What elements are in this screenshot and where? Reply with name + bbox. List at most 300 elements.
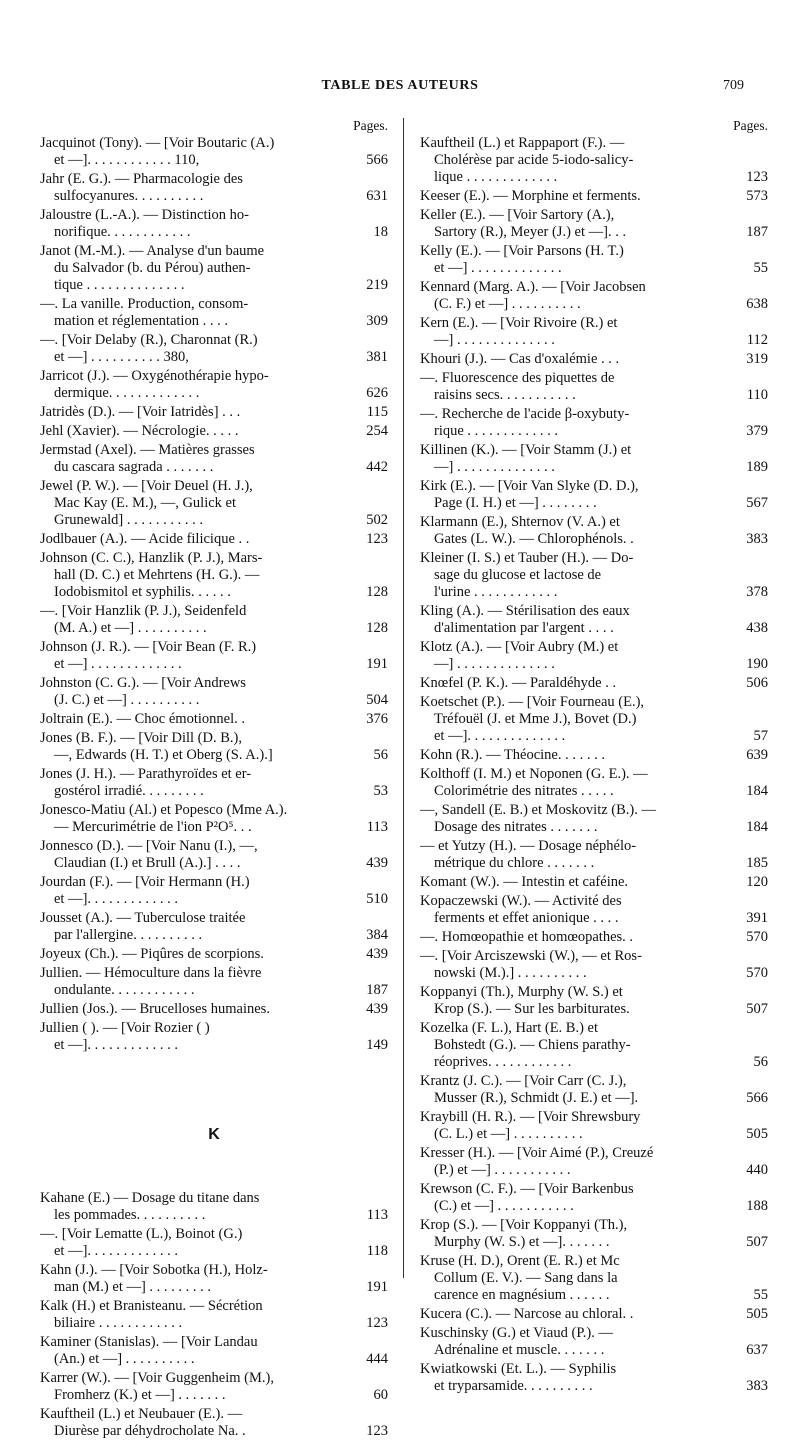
index-entry [40, 531, 388, 548]
entry-text: réoprives. . . . . . . . . . . . [434, 1054, 572, 1070]
page-reference [357, 965, 388, 982]
entry-text: l'urine . . . . . . . . . . . . [434, 584, 558, 600]
entry-line [420, 1198, 768, 1215]
page-reference: 53 [373, 783, 388, 799]
page-reference [357, 171, 388, 188]
index-entry [420, 514, 768, 548]
entry-text: —] . . . . . . . . . . . . . . [434, 332, 555, 348]
page-reference [737, 948, 768, 965]
page-reference [357, 1370, 388, 1387]
left-column [40, 116, 388, 1442]
entry-text: Johnson (C. C.), Hanzlik (P. J.), Mars- [40, 550, 263, 566]
page-reference [357, 1226, 388, 1243]
entry-text: Jullien. — Hémoculture dans la fièvre [40, 965, 262, 981]
index-entry [420, 929, 768, 946]
entry-line [420, 620, 768, 637]
entry-text: par l'allergine. . . . . . . . . . [54, 927, 203, 943]
entry-text: Jousset (A.). — Tuberculose traitée [40, 910, 246, 926]
entry-line [40, 296, 388, 313]
entry-line [40, 1387, 388, 1404]
entry-text: Krop (S.). — Sur les barbiturates. [434, 1001, 630, 1017]
entry-text: Koetschet (P.). — [Voir Fourneau (E.), [420, 694, 645, 710]
page-reference: 381 [366, 349, 388, 365]
entry-line [420, 929, 768, 946]
entry-text: — et Yutzy (H.). — Dosage néphélo- [420, 838, 637, 854]
entry-text: d'alimentation par l'argent . . . . [434, 620, 614, 636]
entry-line [420, 1145, 768, 1162]
page-reference: 118 [366, 1243, 388, 1259]
index-entry [40, 332, 388, 366]
page-reference [737, 711, 768, 728]
page-reference: 309 [366, 313, 388, 329]
page-reference: 507 [746, 1001, 768, 1017]
page-reference: 184 [746, 819, 768, 835]
entry-line [420, 1090, 768, 1107]
entry-text: Kresser (H.). — [Voir Aimé (P.), Creuzé [420, 1145, 654, 1161]
page-reference: 219 [366, 277, 388, 293]
entry-text: et —] . . . . . . . . . . . . . [54, 656, 182, 672]
entry-line [420, 1270, 768, 1287]
page-reference: 55 [753, 1287, 768, 1303]
entry-line [420, 639, 768, 656]
entry-line [40, 1226, 388, 1243]
page-reference: 190 [746, 656, 768, 672]
index-entry [420, 351, 768, 368]
page-reference [737, 478, 768, 495]
entry-text: tique . . . . . . . . . . . . . . [54, 277, 185, 293]
entry-text: sage du glucose et lactose de [434, 567, 602, 583]
index-entry [420, 550, 768, 601]
entry-line [420, 152, 768, 169]
page-reference: 128 [366, 584, 388, 600]
page-reference [737, 315, 768, 332]
page-reference: 439 [366, 946, 388, 962]
running-title: TABLE DES AUTEURS [321, 78, 479, 93]
entry-line [40, 152, 388, 169]
entry-text: Knœfel (P. K.). — Paraldéhyde . . [420, 675, 617, 691]
page-reference [357, 296, 388, 313]
page-reference: 56 [753, 1054, 768, 1070]
entry-text: Kopaczewski (W.). — Activité des [420, 893, 622, 909]
entry-line [40, 512, 388, 529]
entry-line [40, 188, 388, 205]
index-entry [420, 1217, 768, 1251]
index-entry [420, 1325, 768, 1359]
entry-text: Iodobismitol et syphilis. . . . . . [54, 584, 231, 600]
entry-text: Kelly (E.). — [Voir Parsons (H. T.) [420, 243, 624, 259]
entry-line [40, 1315, 388, 1332]
page-reference [737, 279, 768, 296]
entry-text: (C. F.) et —] . . . . . . . . . . [434, 296, 581, 312]
entry-text: Kling (A.). — Stérilisation des eaux [420, 603, 630, 619]
index-entry [420, 279, 768, 313]
entry-text: et —]. . . . . . . . . . . . . [54, 1243, 179, 1259]
entry-line [40, 783, 388, 800]
entry-text: Jarricot (J.). — Oxygénothérapie hypo- [40, 368, 269, 384]
entry-line [420, 1073, 768, 1090]
page-reference: 505 [746, 1126, 768, 1142]
entry-text: rique . . . . . . . . . . . . . [434, 423, 559, 439]
entry-line [40, 711, 388, 728]
page-reference [737, 406, 768, 423]
entry-text: mation et réglementation . . . . [54, 313, 228, 329]
page-reference: 383 [746, 1378, 768, 1394]
entry-line [40, 1334, 388, 1351]
page-reference [737, 1253, 768, 1270]
entry-text: biliaire . . . . . . . . . . . . [54, 1315, 183, 1331]
page-reference [737, 694, 768, 711]
entry-line [40, 423, 388, 440]
entry-line [420, 747, 768, 764]
page-reference [737, 442, 768, 459]
entry-text: du cascara sagrada . . . . . . . [54, 459, 214, 475]
entry-text: —. Homœopathie et homœopathes. . [420, 929, 634, 945]
page-number: 709 [723, 78, 744, 93]
page-reference [737, 603, 768, 620]
page-reference: 187 [366, 982, 388, 998]
entry-line [40, 478, 388, 495]
index-entry [40, 946, 388, 963]
entry-text: —, Sandell (E. B.) et Moskovitz (B.). — [420, 802, 657, 818]
index-entry [40, 550, 388, 601]
entry-line [420, 783, 768, 800]
entry-line [420, 1037, 768, 1054]
page-reference [357, 550, 388, 567]
entry-text: —. La vanille. Production, consom- [40, 296, 249, 312]
entry-text: Jahr (E. G.). — Pharmacologie des [40, 171, 243, 187]
entry-line [40, 982, 388, 999]
index-entry [40, 207, 388, 241]
entry-text: Musser (R.), Schmidt (J. E.) et —]. [434, 1090, 639, 1106]
page-reference [737, 639, 768, 656]
entry-text: et —] . . . . . . . . . . . . . [434, 260, 562, 276]
page-reference [737, 1145, 768, 1162]
entry-text: Kalk (H.) et Branisteanu. — Sécrétion [40, 1298, 263, 1314]
entry-text: Komant (W.). — Intestin et caféine. [420, 874, 629, 890]
entry-text: Jullien ( ). — [Voir Rozier ( ) [40, 1020, 210, 1036]
page-reference: 626 [366, 385, 388, 401]
entry-text: Jatridès (D.). — [Voir Iatridès] . . . [40, 404, 241, 420]
entry-line [40, 442, 388, 459]
entry-text: man (M.) et —] . . . . . . . . . [54, 1279, 212, 1295]
entry-line [420, 1126, 768, 1143]
entry-text: Kleiner (I. S.) et Tauber (H.). — Do- [420, 550, 634, 566]
entry-text: Adrénaline et muscle. . . . . . . [434, 1342, 605, 1358]
entry-line [40, 910, 388, 927]
page-reference: 149 [366, 1037, 388, 1053]
entry-line [40, 1423, 388, 1440]
page-reference: 440 [746, 1162, 768, 1178]
entry-text: Jehl (Xavier). — Nécrologie. . . . . [40, 423, 239, 439]
page-reference [357, 603, 388, 620]
entry-line [40, 567, 388, 584]
index-entry [420, 802, 768, 836]
page-reference: 188 [746, 1198, 768, 1214]
page-reference: 570 [746, 929, 768, 945]
page-reference [357, 207, 388, 224]
entry-line [40, 927, 388, 944]
entry-text: Sartory (R.), Meyer (J.) et —]. . . [434, 224, 627, 240]
index-entries-k-left [40, 1190, 388, 1440]
index-entry [40, 965, 388, 999]
entry-text: —, Edwards (H. T.) et Oberg (S. A.).] [54, 747, 273, 763]
page-reference [357, 910, 388, 927]
entry-line [40, 459, 388, 476]
entry-text: carence en magnésium . . . . . . [434, 1287, 610, 1303]
entry-text: Killinen (K.). — [Voir Stamm (J.) et [420, 442, 632, 458]
page-reference [737, 802, 768, 819]
page-reference: 384 [366, 927, 388, 943]
entry-line [420, 260, 768, 277]
pages-column-header: Pages. [353, 118, 388, 133]
page-reference: 319 [746, 351, 768, 367]
page-reference: 128 [366, 620, 388, 636]
entry-line [40, 550, 388, 567]
entry-line [420, 948, 768, 965]
entry-text: et —]. . . . . . . . . . . . . [54, 1037, 179, 1053]
entry-line [420, 1287, 768, 1304]
entry-text: —] . . . . . . . . . . . . . . [434, 656, 555, 672]
entry-text: et tryparsamide. . . . . . . . . . [434, 1378, 593, 1394]
page-reference: 383 [746, 531, 768, 547]
entry-text: (J. C.) et —] . . . . . . . . . . [54, 692, 200, 708]
page-reference: 438 [746, 620, 768, 636]
entry-line [420, 169, 768, 186]
entry-text: Fromherz (K.) et —] . . . . . . . [54, 1387, 226, 1403]
entry-text: Kauftheil (L.) et Rappaport (F.). — [420, 135, 625, 151]
index-entry [420, 1073, 768, 1107]
entry-line [420, 243, 768, 260]
entry-line [420, 874, 768, 891]
entry-text: dermique. . . . . . . . . . . . . [54, 385, 200, 401]
entry-text: —. Fluorescence des piquettes de [420, 370, 615, 386]
index-entry [40, 910, 388, 944]
entry-line [40, 819, 388, 836]
entry-line [420, 1001, 768, 1018]
entry-line [40, 313, 388, 330]
entry-line [40, 207, 388, 224]
entry-line [40, 656, 388, 673]
index-entry [420, 893, 768, 927]
entry-text: Grunewald] . . . . . . . . . . . [54, 512, 204, 528]
index-entry [420, 1306, 768, 1323]
index-entry [420, 188, 768, 205]
entry-line [420, 802, 768, 819]
entry-line [40, 1406, 388, 1423]
page-reference: 189 [746, 459, 768, 475]
entry-line [420, 1361, 768, 1378]
page-reference [357, 766, 388, 783]
index-entry [40, 423, 388, 440]
entry-line [420, 728, 768, 745]
page-reference: 55 [753, 260, 768, 276]
page-reference: 566 [366, 152, 388, 168]
entry-text: lique . . . . . . . . . . . . . [434, 169, 558, 185]
entry-line [420, 1109, 768, 1126]
page-reference: 113 [366, 1207, 388, 1223]
entry-line [40, 946, 388, 963]
index-entry [420, 639, 768, 673]
entry-line [40, 1190, 388, 1207]
entry-text: Jermstad (Axel). — Matières grasses [40, 442, 255, 458]
page-reference [737, 567, 768, 584]
entry-line [420, 351, 768, 368]
entry-text: Joltrain (E.). — Choc émotionnel. . [40, 711, 245, 727]
index-entry [420, 603, 768, 637]
entry-text: norifique. . . . . . . . . . . . [54, 224, 191, 240]
entry-line [420, 855, 768, 872]
entry-text: du Salvador (b. du Pérou) authen- [54, 260, 251, 276]
page-reference: 187 [746, 224, 768, 240]
page-reference: 113 [366, 819, 388, 835]
index-entry [420, 1145, 768, 1179]
entry-line [420, 495, 768, 512]
page-reference [357, 442, 388, 459]
page-reference: 57 [753, 728, 768, 744]
entry-line [40, 692, 388, 709]
index-entries-j [40, 135, 388, 1054]
index-entry [40, 296, 388, 330]
page-reference: 18 [373, 224, 388, 240]
index-entry [40, 368, 388, 402]
index-entry [420, 370, 768, 404]
entry-text: Kozelka (F. L.), Hart (E. B.) et [420, 1020, 599, 1036]
entry-text: Kauftheil (L.) et Neubauer (E.). — [40, 1406, 243, 1422]
right-column [420, 116, 768, 1397]
index-entry [420, 442, 768, 476]
entry-line [420, 459, 768, 476]
entry-text: (C.) et —] . . . . . . . . . . . [434, 1198, 574, 1214]
entry-line [40, 171, 388, 188]
entry-text: Kern (E.). — [Voir Rivoire (R.) et [420, 315, 618, 331]
page-reference: 120 [746, 874, 768, 890]
entry-line [420, 370, 768, 387]
entry-text: Jones (J. H.). — Parathyroïdes et er- [40, 766, 252, 782]
entry-line [40, 404, 388, 421]
entry-text: ondulante. . . . . . . . . . . . [54, 982, 195, 998]
entry-text: Tréfouël (J. et Mme J.), Bovet (D.) [434, 711, 637, 727]
page-reference [357, 802, 388, 819]
pages-column-header: Pages. [733, 118, 768, 133]
page-reference: 505 [746, 1306, 768, 1322]
page-reference: 510 [366, 891, 388, 907]
entry-line [420, 1020, 768, 1037]
index-entry [420, 948, 768, 982]
entry-line [40, 838, 388, 855]
page-reference: 504 [366, 692, 388, 708]
entry-text: sulfocyanures. . . . . . . . . . [54, 188, 204, 204]
entry-text: (C. L.) et —] . . . . . . . . . . [434, 1126, 583, 1142]
entry-text: Gates (L. W.). — Chlorophénols. . [434, 531, 634, 547]
entry-text: Krantz (J. C.). — [Voir Carr (C. J.), [420, 1073, 627, 1089]
page-reference [737, 514, 768, 531]
entry-text: —. [Voir Arciszewski (W.), — et Ros- [420, 948, 642, 964]
entry-line [40, 385, 388, 402]
page-reference: 56 [373, 747, 388, 763]
page-reference: 191 [366, 656, 388, 672]
entry-line [40, 1262, 388, 1279]
page-reference [737, 1181, 768, 1198]
page-reference [737, 550, 768, 567]
entry-text: Klotz (A.). — [Voir Aubry (M.) et [420, 639, 619, 655]
entry-line [40, 747, 388, 764]
page-reference: 442 [366, 459, 388, 475]
index-entry [420, 1109, 768, 1143]
entry-text: Collum (E. V.). — Sang dans la [434, 1270, 618, 1286]
entry-line [420, 910, 768, 927]
entry-line [40, 1351, 388, 1368]
index-entry [420, 838, 768, 872]
entry-line [40, 675, 388, 692]
index-entry [420, 1020, 768, 1071]
entry-line [420, 656, 768, 673]
entry-line [40, 1001, 388, 1018]
page-reference: 631 [366, 188, 388, 204]
page-reference [357, 1406, 388, 1423]
index-entry [40, 1020, 388, 1054]
entry-line [420, 694, 768, 711]
page-reference [357, 478, 388, 495]
index-entry [40, 1190, 388, 1224]
page-reference [357, 874, 388, 891]
page-reference: 123 [366, 1423, 388, 1439]
entry-line [40, 620, 388, 637]
entry-line [40, 584, 388, 601]
entry-line [40, 531, 388, 548]
page-reference: 123 [746, 169, 768, 185]
entry-line [420, 567, 768, 584]
entry-line [420, 1306, 768, 1323]
entry-line [420, 1234, 768, 1251]
entry-text: Kwiatkowski (Et. L.). — Syphilis [420, 1361, 617, 1377]
entry-text: —. [Voir Lematte (L.), Boinot (G.) [40, 1226, 243, 1242]
page-reference: 379 [746, 423, 768, 439]
entry-line [420, 423, 768, 440]
entry-text: Kohn (R.). — Théocine. . . . . . . [420, 747, 605, 763]
entry-text: raisins secs. . . . . . . . . . . [434, 387, 576, 403]
entry-line [420, 1217, 768, 1234]
entry-text: Keeser (E.). — Morphine et ferments. [420, 188, 641, 204]
entry-line [420, 1181, 768, 1198]
entry-line [40, 802, 388, 819]
page-reference [357, 332, 388, 349]
index-entry [420, 406, 768, 440]
index-entry [40, 766, 388, 800]
page-reference: 123 [366, 1315, 388, 1331]
index-entry [420, 747, 768, 764]
entry-line [420, 984, 768, 1001]
entry-text: Jacquinot (Tony). — [Voir Boutaric (A.) [40, 135, 275, 151]
page-reference: 637 [746, 1342, 768, 1358]
entry-line [40, 874, 388, 891]
page-reference [737, 1217, 768, 1234]
page-reference [737, 243, 768, 260]
entry-line [420, 442, 768, 459]
entry-text: Jaloustre (L.-A.). — Distinction ho- [40, 207, 250, 223]
entry-text: —] . . . . . . . . . . . . . . [434, 459, 555, 475]
entry-text: Diurèse par déhydrocholate Na. . [54, 1423, 246, 1439]
entry-text: Jewel (P. W.). — [Voir Deuel (H. J.), [40, 478, 253, 494]
entry-line [40, 277, 388, 294]
index-entry [40, 1262, 388, 1296]
index-entry [420, 243, 768, 277]
page-reference: 444 [366, 1351, 388, 1367]
index-entry [420, 478, 768, 512]
entry-text: et —] . . . . . . . . . . 380, [54, 349, 189, 365]
column-divider [403, 118, 404, 1278]
index-entry [40, 838, 388, 872]
index-entry [40, 711, 388, 728]
